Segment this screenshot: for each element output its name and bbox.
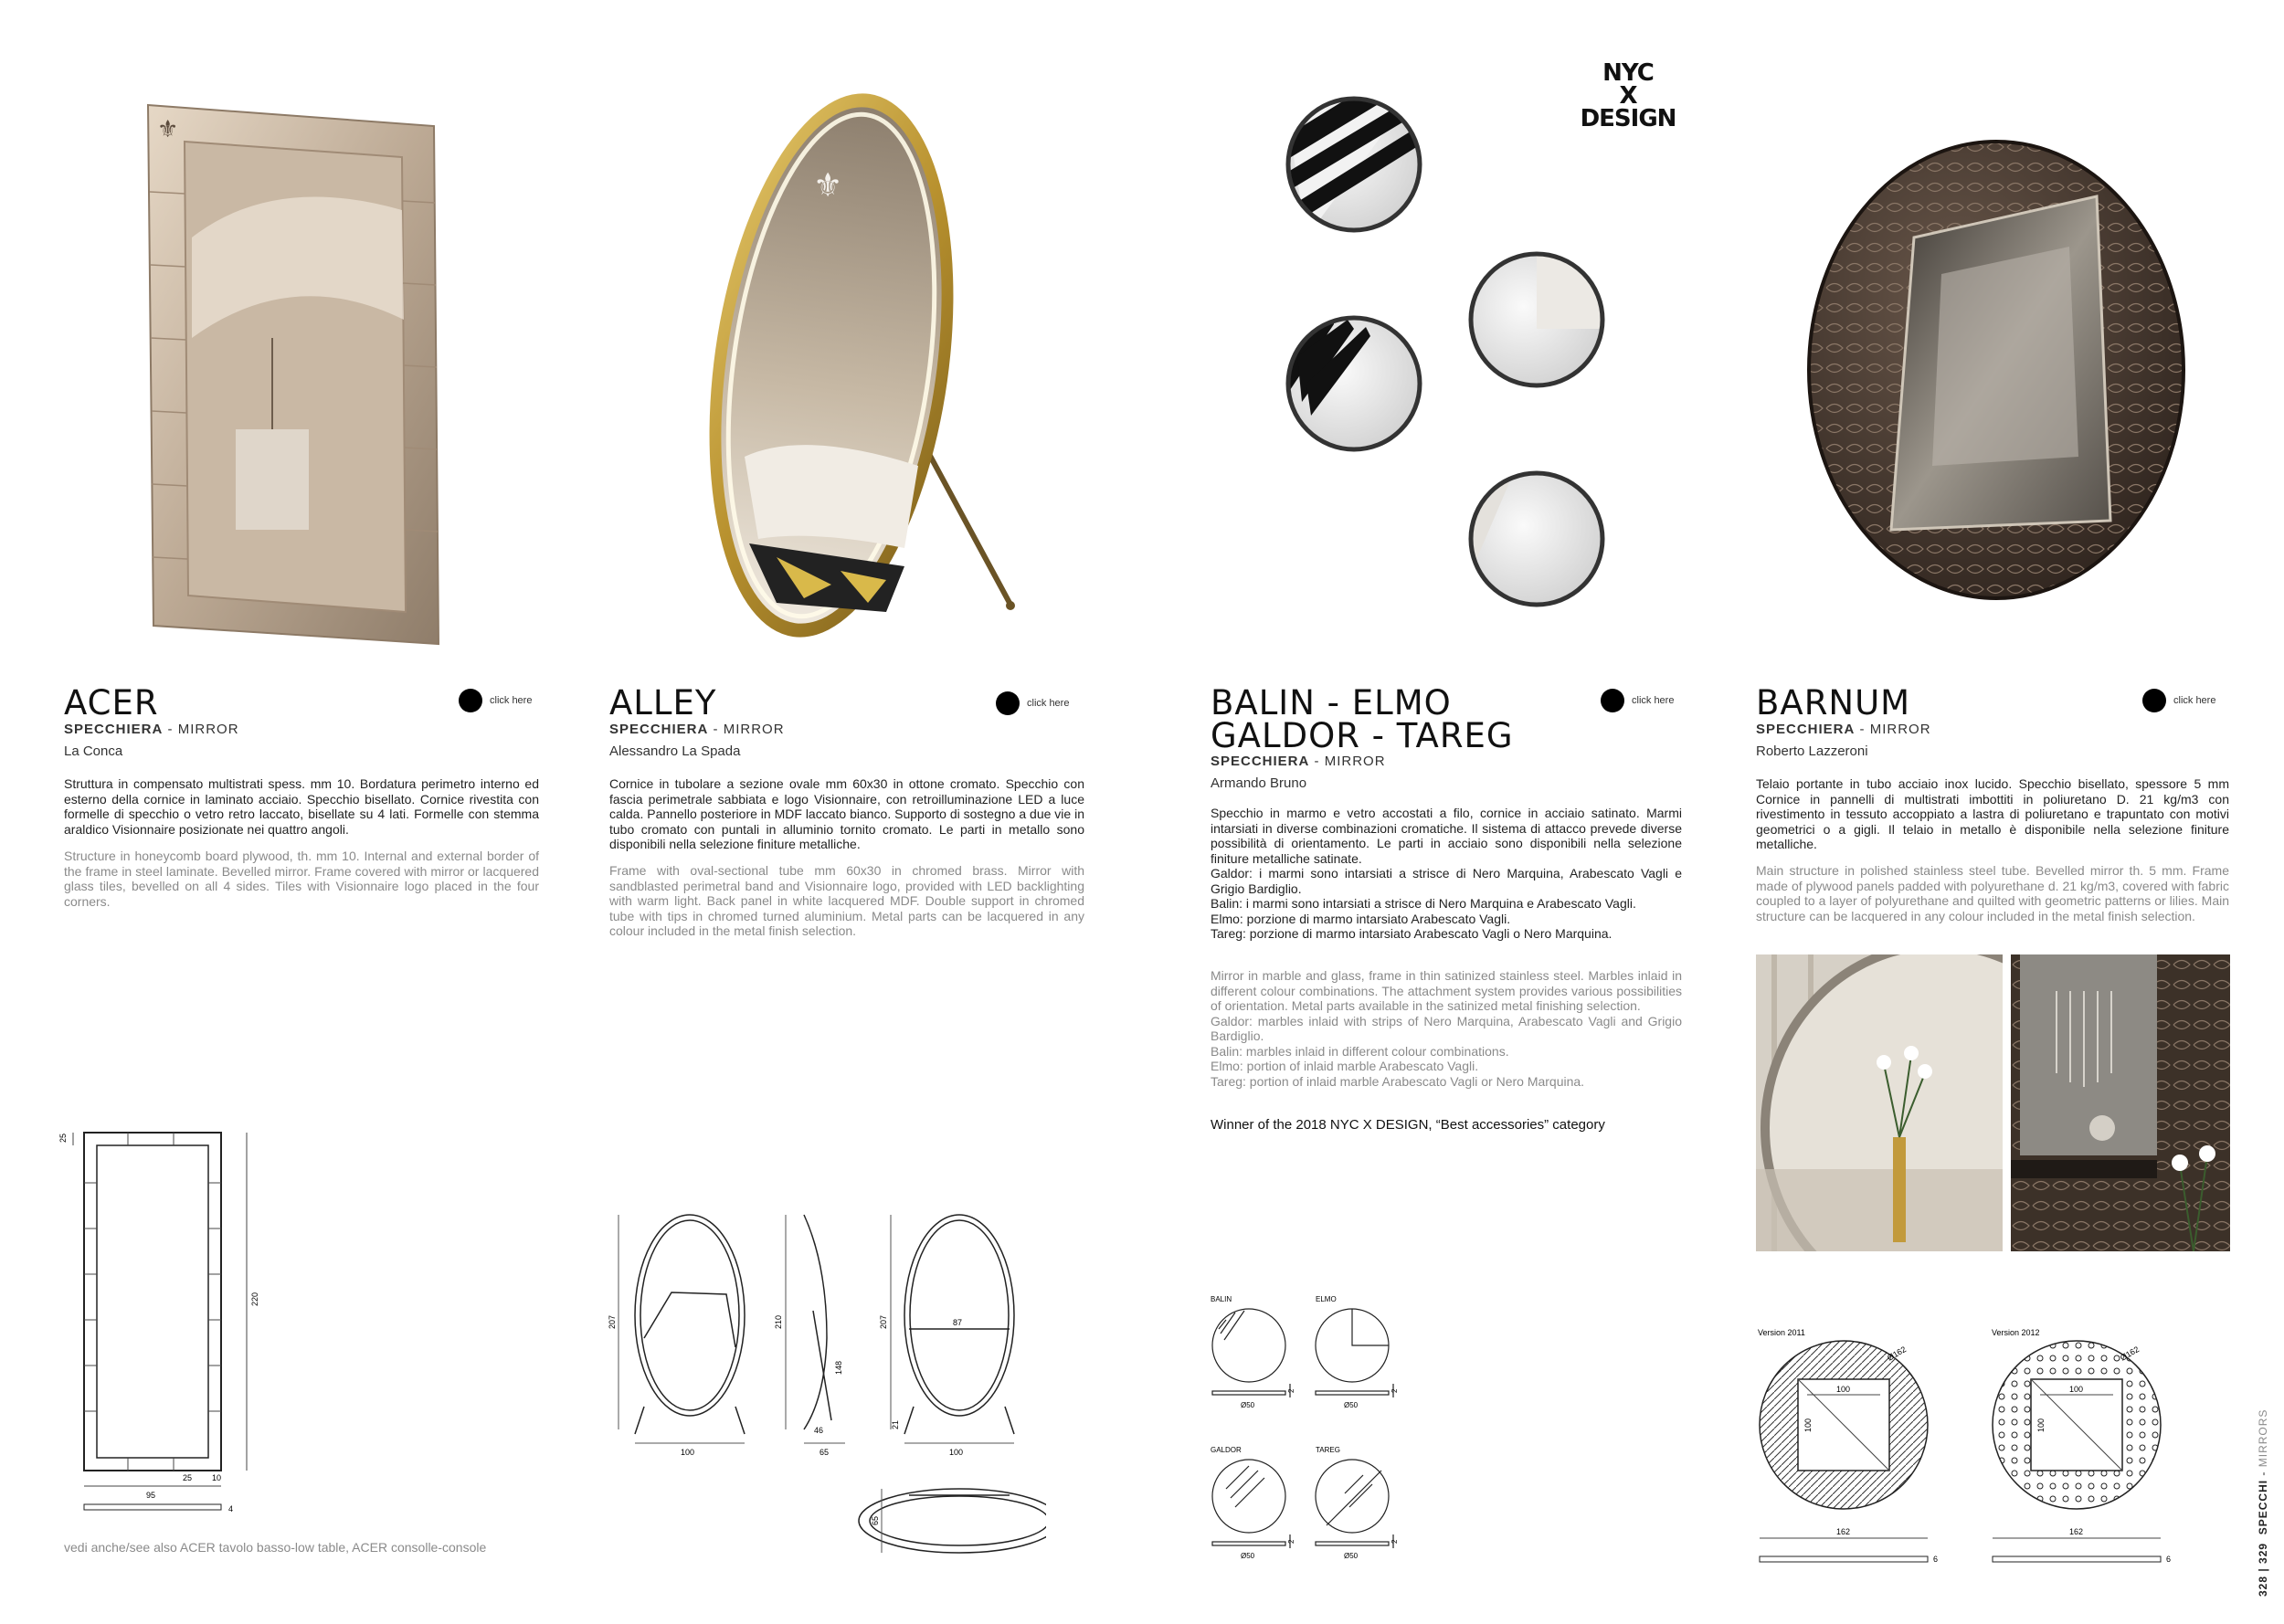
barnum-photo <box>1804 137 2188 612</box>
square-v-v2012: 100 <box>2036 1418 2046 1432</box>
barnum-interior-photo-2 <box>2011 954 2230 1251</box>
dim-w1: 100 <box>681 1448 695 1457</box>
product-type-balin: SPECCHIERA - MIRROR <box>1211 754 1386 769</box>
desc-it-intro: Specchio in marmo e vetro accostati a filo, cornice in acciaio satinato. Marmi intarsiati in diverse combinazioni cromatiche. Il sistema di attacco prevede diverse possibilità di orientamento. Le parti in acciaio sono disponibili nella selezione finiture metalliche satinate. <box>1211 806 1682 866</box>
dim-w3: 100 <box>949 1448 964 1457</box>
balin-elmo-photo <box>1279 82 1626 630</box>
desc-en-barnum: Main structure in polished stainless steel tube. Bevelled mirror th. 5 mm. Frame made of plywood panels padded with polyurethane d. 21 kg/m3, covered with fabric coupled to a layer of polyurethane and quilted with geometric patterns or lilies. Main structure can be lacquered in any colour included in the metal finish selection. <box>1756 863 2229 923</box>
desc-en-balin: Balin: marbles inlaid in different colour combinations. <box>1211 1043 1509 1059</box>
desc-en-acer: Structure in honeycomb board plywood, th. mm 10. Internal and external border of the frame in steel laminate. Bevelled mirror. Frame covered with mirror or lacquered glass tiles, bevelled on all 4 sides. Tiles with Visionnaire logo placed in the four corners. <box>64 849 539 909</box>
desc-en-intro: Mirror in marble and glass, frame in thin satinized stainless steel. Marbles inlaid in different colour combinations. The attachment system provides various possibilities of orientation. Metal parts available in the satinized metal finishing selection. <box>1211 968 1682 1013</box>
desc-en-tareg: Tareg: portion of inlaid marble Arabescato Vagli or Nero Marquina. <box>1211 1073 1585 1089</box>
drawing-label-balin: BALIN <box>1211 1295 1232 1303</box>
type-en: MIRROR <box>723 722 785 737</box>
product-title-barnum: BARNUM <box>1756 683 1911 722</box>
click-dot-icon <box>996 691 1020 715</box>
click-here-balin[interactable] <box>1601 689 1674 712</box>
logo-line-2: X DESIGN <box>1580 82 1676 132</box>
dim-inner: 87 <box>953 1318 963 1327</box>
title-line-2: GALDOR - TAREG <box>1211 716 1514 755</box>
product-type-alley: SPECCHIERA - MIRROR <box>609 722 785 737</box>
width-v2012: 162 <box>2069 1527 2084 1536</box>
desc-it-alley: Cornice in tubolare a sezione ovale mm 60x30 in ottone cromato. Specchio con fascia perimetrale sabbiata e logo Visionnaire, con retroilluminazione LED a luce calda. Pannello posteriore in MDF laccato bianco. Supporto di sostegno a due vie in tubo cromato con puntali in alluminio tornito cromato. Le parti in metallo sono disponibili nella selezione finiture metalliche. <box>609 776 1084 851</box>
alley-photo <box>694 73 1060 658</box>
product-title-alley: ALLEY <box>609 683 717 722</box>
designer-balin: Armando Bruno <box>1211 775 1307 791</box>
desc-it-elmo: Elmo: porzione di marmo intarsiato Arabescato Vagli. <box>1211 911 1511 926</box>
drawing-label-galdor: GALDOR <box>1211 1446 1242 1454</box>
section-label-en: MIRRORS <box>2257 1408 2269 1468</box>
click-here-label: click here <box>1632 695 1675 706</box>
dim-width: 95 <box>146 1491 156 1500</box>
square-v2011: 100 <box>1836 1385 1851 1394</box>
see-also-note: vedi anche/see also ACER tavolo basso-low table, ACER consolle-console <box>64 1540 487 1555</box>
depth-tareg: 2 <box>1390 1539 1399 1544</box>
desc-en-elmo: Elmo: portion of inlaid marble Arabescato Vagli. <box>1211 1059 1479 1073</box>
drawing-label-elmo: ELMO <box>1316 1295 1337 1303</box>
desc-it-galdor: Galdor: i marmi sono intarsiati a strisce di Nero Marquina, Arabescato Vagli e Grigio Bardiglio. <box>1211 866 1682 896</box>
award-note: Winner of the 2018 NYC X DESIGN, “Best accessories” category <box>1211 1117 1605 1133</box>
product-title-acer: ACER <box>64 683 159 722</box>
drawing-label-tareg: TAREG <box>1316 1446 1340 1454</box>
type-en: MIRROR <box>1324 754 1386 769</box>
acer-photo <box>137 100 448 649</box>
desc-en-balin <box>1211 968 1682 1089</box>
product-title-balin-elmo <box>1211 683 1514 755</box>
desc-it-tareg: Tareg: porzione di marmo intarsiato Arabescato Vagli o Nero Marquina. <box>1211 926 1613 941</box>
click-here-acer[interactable] <box>459 689 532 712</box>
depth-galdor: 2 <box>1287 1539 1295 1544</box>
square-v2012: 100 <box>2069 1385 2084 1394</box>
dim-d1: 46 <box>814 1426 824 1435</box>
click-dot-icon <box>1601 689 1624 712</box>
designer-alley: Alessandro La Spada <box>609 743 741 759</box>
dia-galdor: Ø50 <box>1241 1552 1255 1560</box>
dim-b2: 10 <box>212 1473 222 1482</box>
desc-en-galdor: Galdor: marbles inlaid with strips of Nero Marquina, Arabescato Vagli and Grigio Bardiglio. <box>1211 1013 1682 1043</box>
dim-top-d: 65 <box>871 1515 880 1525</box>
click-here-label: click here <box>490 695 533 706</box>
type-it: SPECCHIERA <box>609 722 709 737</box>
type-it: SPECCHIERA <box>1211 754 1310 769</box>
balin-technical-drawings <box>1208 1292 1500 1576</box>
acer-technical-drawing <box>55 1128 274 1521</box>
desc-it-balin: Balin: i marmi sono intarsiati a strisce di Nero Marquina e Arabescato Vagli. <box>1211 896 1636 911</box>
product-type-acer: SPECCHIERA - MIRROR <box>64 722 239 737</box>
dia-v2011: Ø162 <box>1886 1345 1909 1363</box>
product-type-barnum: SPECCHIERA - MIRROR <box>1756 722 1931 737</box>
designer-acer: La Conca <box>64 743 123 759</box>
click-here-label: click here <box>1027 698 1070 709</box>
depth-elmo: 2 <box>1390 1388 1399 1393</box>
dim-low: 21 <box>891 1419 900 1429</box>
click-here-barnum[interactable] <box>2142 689 2215 712</box>
svg-text:⚜: ⚜ <box>813 166 843 204</box>
logo-line-1: NYC <box>1602 59 1654 87</box>
designer-barnum: Roberto Lazzeroni <box>1756 743 1868 759</box>
section-label: SPECCHI <box>2257 1479 2269 1535</box>
page-footer: 328 | 329 SPECCHI - MIRRORS <box>2257 1408 2269 1597</box>
dim-w2: 65 <box>819 1448 830 1457</box>
dia-v2012: Ø162 <box>2119 1345 2141 1363</box>
width-v2011: 162 <box>1836 1527 1851 1536</box>
depth-balin: 2 <box>1287 1388 1295 1393</box>
desc-it-balin <box>1211 806 1682 942</box>
dia-balin: Ø50 <box>1241 1401 1255 1409</box>
drawing-label-v2012: Version 2012 <box>1992 1328 2040 1337</box>
square-v-v2011: 100 <box>1803 1418 1813 1432</box>
alley-technical-drawing <box>608 1210 1046 1576</box>
click-dot-icon <box>459 689 482 712</box>
title-line-1: BALIN - ELMO <box>1211 683 1452 722</box>
desc-it-acer: Struttura in compensato multistrati spess. mm 10. Bordatura perimetro interno ed esterno della cornice in laminato acciaio. Specchio bisellato. Cornice rivestita con formelle di specchio o vetro retro laccato, bisellate su 4 lati. Formelle con stemma araldico Visionnaire posizionate nei quattro angoli. <box>64 776 539 837</box>
barnum-technical-drawings <box>1752 1326 2218 1573</box>
dia-elmo: Ø50 <box>1344 1401 1359 1409</box>
type-en: MIRROR <box>1869 722 1931 737</box>
page-numbers: 328 | 329 <box>2257 1542 2269 1597</box>
depth-v2012: 6 <box>2166 1555 2172 1564</box>
click-here-alley[interactable] <box>996 691 1069 715</box>
click-here-label: click here <box>2173 695 2216 706</box>
type-it: SPECCHIERA <box>64 722 164 737</box>
depth-v2011: 6 <box>1933 1555 1939 1564</box>
dim-h1: 207 <box>608 1314 617 1329</box>
barnum-interior-photo-1 <box>1756 954 2003 1251</box>
dim-h2: 210 <box>774 1314 783 1329</box>
desc-en-alley: Frame with oval-sectional tube mm 60x30 in chromed brass. Mirror with sandblasted perimetral band and Visionnaire logo, provided with LED backlighting with warm light. Back panel in white lacquered MDF. Double support in chromed tube with tips in chromed turned aluminium. Metal parts can be lacquered in any colour included in the metal finish selection. <box>609 863 1084 938</box>
dim-height: 220 <box>250 1292 259 1306</box>
dim-top: 25 <box>58 1133 68 1143</box>
dim-depth: 4 <box>228 1504 234 1513</box>
svg-text:⚜: ⚜ <box>157 115 179 142</box>
drawing-label-v2011: Version 2011 <box>1758 1328 1805 1337</box>
dim-b1: 25 <box>183 1473 193 1482</box>
click-dot-icon <box>2142 689 2166 712</box>
dim-h3: 207 <box>879 1314 888 1329</box>
dia-tareg: Ø50 <box>1344 1552 1359 1560</box>
type-it: SPECCHIERA <box>1756 722 1856 737</box>
desc-it-barnum: Telaio portante in tubo acciaio inox lucido. Specchio bisellato, spessore 5 mm Cornice in pannelli di multistrati imbottiti in poliuretano D. 21 kg/m3 con rivestimento in tessuto accoppiato a lastra di poliuretano e trapuntato con motivi geometrici o a gigli. Il telaio in metallo è disponibile nella selezione finiture metalliche. <box>1756 776 2229 851</box>
type-en: MIRROR <box>177 722 239 737</box>
dim-mid: 148 <box>834 1360 843 1375</box>
